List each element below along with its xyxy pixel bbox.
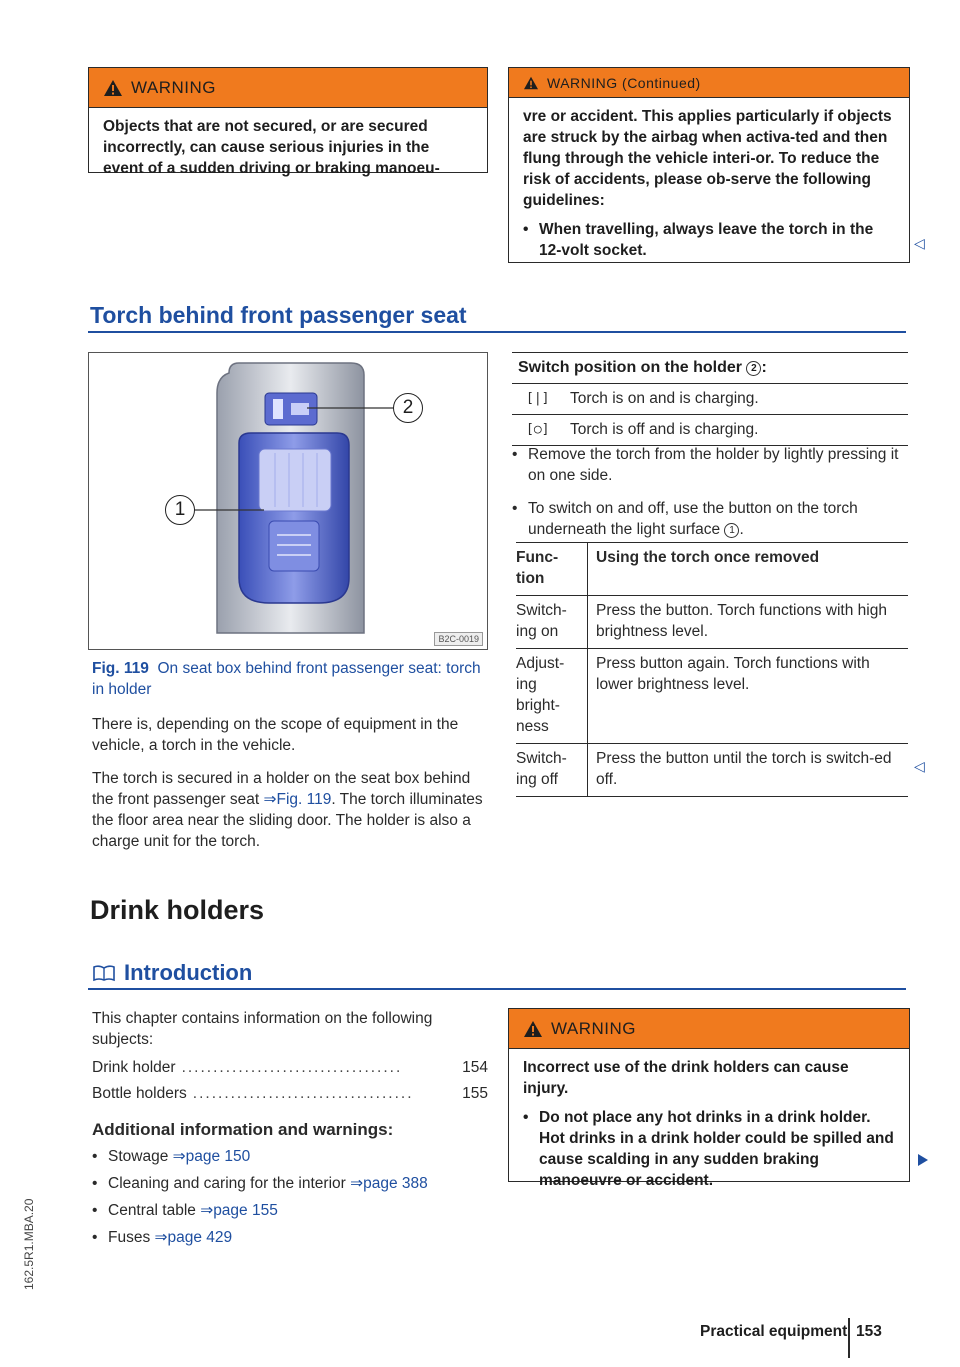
toc-label: Bottle holders <box>92 1085 187 1102</box>
reference-item: • Stowage ⇒page 150 <box>92 1148 251 1165</box>
reference-item: • Fuses ⇒page 429 <box>92 1229 233 1246</box>
page-link[interactable]: ⇒page 155 <box>200 1202 278 1219</box>
figure-code: B2C-0019 <box>434 632 483 646</box>
warning-box <box>88 67 488 177</box>
warning-box-drink <box>508 1008 910 1189</box>
switch-off-icon: [○] <box>526 422 550 437</box>
warning-paragraph: Objects that are not secured, or are secured incorrectly, can cause serious injuries in the event of a sudden driving or braking manoeu- <box>103 118 440 177</box>
callout-1: 1 <box>165 495 195 525</box>
section-end-icon: ◁ <box>914 235 925 251</box>
table-row: Adjust-ing bright-ness Press button again. Torch functions with lower brightness level. <box>516 649 908 744</box>
warning-paragraph: Incorrect use of the drink holders can cause injury. <box>523 1059 849 1097</box>
warning-title: WARNING <box>551 1018 637 1038</box>
switch-on-icon: [|] <box>526 391 550 406</box>
callout-2: 2 <box>393 393 423 423</box>
reference-item: • Central table ⇒page 155 <box>92 1202 278 1219</box>
function-table <box>516 542 908 797</box>
warning-header <box>89 68 487 108</box>
warning-triangle-icon <box>523 1020 543 1038</box>
torch-bullets <box>512 444 908 544</box>
toc-dots: ................................... <box>181 1059 403 1076</box>
warning-title: WARNING (Continued) <box>547 74 701 91</box>
torch-bullet: • Remove the torch from the holder by lightly pressing it on one side. <box>512 446 899 484</box>
warning-title: WARNING <box>131 77 217 97</box>
switch-row: [|] Torch is on and is charging. <box>512 384 908 415</box>
intro-heading <box>92 960 252 986</box>
warning-triangle-icon <box>103 79 123 97</box>
warning-text <box>509 98 909 273</box>
page-link[interactable]: ⇒page 429 <box>154 1229 233 1246</box>
warning-header <box>509 1009 909 1049</box>
continue-arrow-icon <box>918 1154 928 1166</box>
section-rule <box>88 331 906 333</box>
toc-page: 155 <box>462 1085 488 1102</box>
page-number: 153 <box>856 1323 882 1340</box>
toc-list <box>92 1057 488 1104</box>
intro-text: This chapter contains information on the following subjects: <box>92 1010 433 1048</box>
torch-paragraph-1: There is, depending on the scope of equipment in the vehicle, a torch in the vehicle. <box>92 716 459 754</box>
torch-bullet: • To switch on and off, use the button on the torch underneath the light surface 1 . <box>512 500 858 538</box>
ref-circle: 1 <box>724 523 739 538</box>
header-desc: Using the torch once removed <box>596 549 820 566</box>
chapter-heading-drink: Drink holders <box>90 895 265 925</box>
section-heading-torch: Torch behind front passenger seat <box>90 302 467 328</box>
page-link[interactable]: ⇒page 388 <box>350 1175 428 1192</box>
fig-119-link[interactable]: ⇒Fig. 119 <box>263 791 332 808</box>
warning-box-continued <box>508 67 910 263</box>
section-rule <box>88 988 906 990</box>
footer-divider <box>848 1318 850 1358</box>
table-row: Switch-ing off Press the button until the torch is switch-ed off. <box>516 744 908 797</box>
table-row: Switch-ing on Press the button. Torch functions with high brightness level. <box>516 596 908 649</box>
para2-text-b: . The torch illuminates the floor area near the sliding door. The holder is also a charge unit for the torch. <box>92 791 483 850</box>
reference-list <box>92 1146 488 1252</box>
warning-triangle-icon <box>523 76 539 90</box>
header-func: Func-tion <box>516 543 588 595</box>
switch-row: [○] Torch is off and is charging. <box>512 415 908 446</box>
warning-bullet: • Do not place any hot drinks in a drink holder. Hot drinks in a drink holder could be spilled and cause scalding in any sudden braking manoeuvre or accident. <box>523 1109 894 1189</box>
figure-torch <box>88 352 488 650</box>
torch-paragraph-2 <box>92 768 488 852</box>
side-code: 162.5R1.MBA.20 <box>22 1198 36 1290</box>
section-end-icon: ◁ <box>914 758 925 774</box>
warning-header <box>509 68 909 98</box>
torch-illustration <box>89 353 486 648</box>
toc-entry[interactable] <box>92 1083 488 1104</box>
warning-text <box>509 1049 909 1203</box>
caption-text: On seat box behind front passenger seat: torch in holder <box>92 660 481 698</box>
footer-section: Practical equipment <box>700 1323 848 1340</box>
switch-table <box>512 352 908 446</box>
switch-table-heading: Switch position on the holder 2 : <box>512 353 908 384</box>
reference-item: • Cleaning and caring for the interior ⇒page 388 <box>92 1175 428 1192</box>
ref-circle: 2 <box>746 361 761 376</box>
book-icon <box>92 964 116 982</box>
para2-text-a: The torch is secured in a holder on the seat box behind the front passenger seat <box>92 770 471 808</box>
toc-label: Drink holder <box>92 1059 176 1076</box>
toc-dots: ................................... <box>192 1085 414 1102</box>
function-table-header <box>516 543 908 596</box>
toc-entry[interactable] <box>92 1057 488 1078</box>
warning-paragraph: vre or accident. This applies particularly if objects are struck by the airbag when activa-ted and then flung through the vehicle interi-or. To reduce the risk of accidents, please ob-serve the following guidelines: <box>523 108 892 209</box>
warning-bullet: • When travelling, always leave the torch in the 12-volt socket. <box>523 221 874 259</box>
additional-heading: Additional information and warnings: <box>92 1120 394 1139</box>
warning-text <box>89 108 487 195</box>
figure-caption <box>92 658 484 700</box>
intro-title: Introduction <box>124 960 253 985</box>
caption-label: Fig. 119 <box>92 660 149 677</box>
toc-page: 154 <box>462 1059 488 1076</box>
page-link[interactable]: ⇒page 150 <box>172 1148 251 1165</box>
